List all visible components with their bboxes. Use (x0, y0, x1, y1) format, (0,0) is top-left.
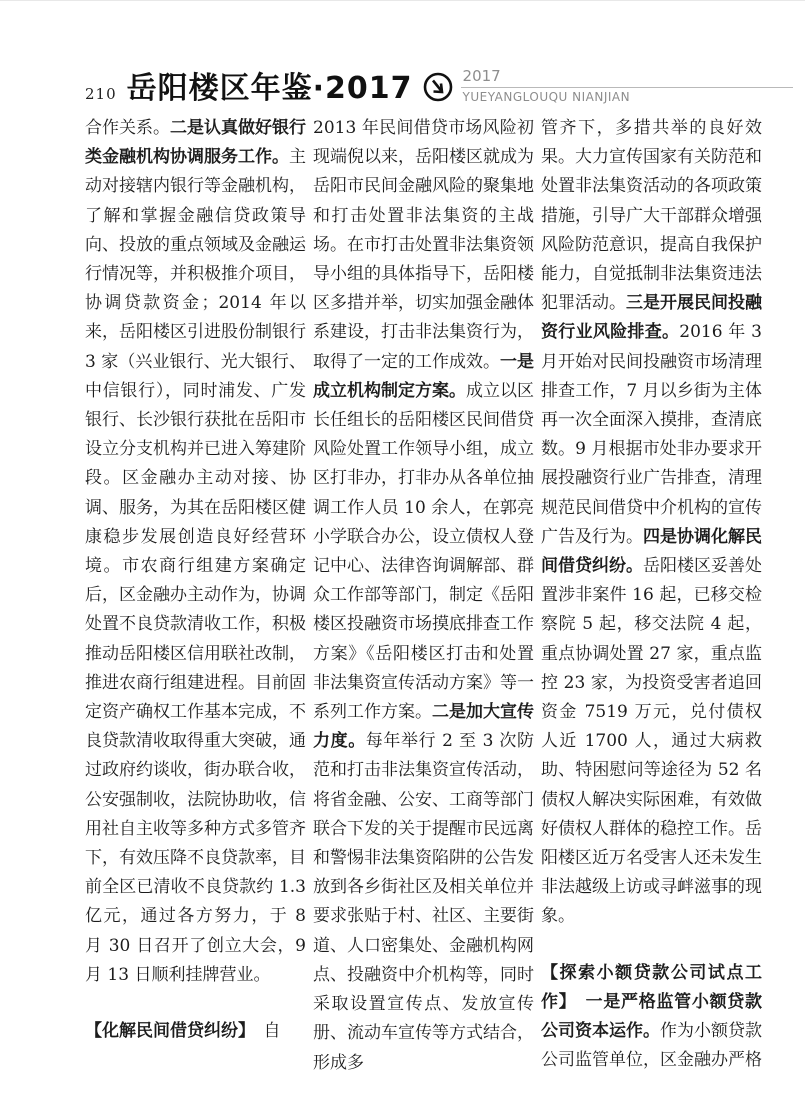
text-run: 作为小额贷款公司监管单位，区金融办严格 (541, 1021, 762, 1071)
header-pinyin-label: YUEYANGLOUQU NIANJIAN (462, 90, 631, 104)
bold-text-run: 二是认真做好银行类金融机构协调服务工作。 (85, 118, 306, 168)
text-run: 合作关系。 (85, 118, 170, 138)
column-2 (313, 114, 534, 1078)
entry-paragraph (85, 1017, 306, 1046)
text-run: 主动对接辖内银行等金融机构，了解和掌握金融信贷政策导向、投放的重点领域及金融运行情况等，并积极推介项目，协调贷款资金；2014 年以来，岳阳楼区引进股份制银行 3 家（兴业银行、光大银行、中信银行），同时浦发、广发银行、长沙银行获批在岳阳市设立分支机构并已进入筹建阶段。区金融办主动对接、协调、服务，为其在岳阳楼区健康稳步发展创造良好经营环境。市农商行组建方案确定后，区金融办主动作为，协调处置不良贷款清收工作，积极推动岳阳楼区信用联社改制，推进农商行组建进程。目前固定资产确权工作基本完成，不良贷款清收取得重大突破，通过政府约谈收，街办联合收，公安强制收，法院协助收，信用社自主收等多种方式多管齐下，有效压降不良贷款率，目前全区已清收不良贷款约 1.3 亿元，通过各方努力，于 8 月 30 日召开了创立大会，9 月 13 日顺利挂牌营业。 (85, 147, 306, 985)
text-run: 2013 年民间借贷市场风险初现端倪以来，岳阳楼区就成为岳阳市民间金融风险的聚集地和打击处置非法集资的主战场。在市打击处置非法集资领导小组的具体指导下，岳阳楼区多措并举，切实加强金融体系建设，打击非法集资行为，取得了一定的工作成效。 (313, 118, 534, 372)
bold-text-run: 【化解民间借贷纠纷】 (85, 1021, 247, 1042)
entry-paragraph (541, 959, 762, 1076)
page-title: 岳阳楼区年鉴·2017 (126, 71, 413, 106)
text-run: 自 (246, 1021, 281, 1042)
header-rule (461, 87, 793, 88)
bold-text-run: 一是成立机构制定方案。 (313, 351, 534, 401)
bold-text-run: 二是加大宣传力度。 (313, 702, 534, 752)
bold-text-run: 三是开展民间投融资行业风险排查。 (541, 293, 762, 343)
body-paragraph (541, 114, 762, 932)
text-run: 岳阳楼区妥善处置涉非案件 16 起，已移交检察院 5 起，移交法院 4 起，重点协调处置 27 家，重点监控 23 家，为投资受害者追回资金 7519 万元，兑付债权人近 1700 人，通过大病救助、特困慰问等途径为 52 名债权人解决实际困难，有效做好债权人群体的稳控工作。岳阳楼区近万名受害人还未发生非法越级上访或寻衅滋事的现象。 (541, 556, 762, 927)
column-1 (85, 114, 306, 1078)
bold-text-run: 一是严格监管小额贷款公司资本运作。 (541, 991, 763, 1042)
text-run (568, 992, 586, 1012)
bold-text-run: 【探索小额贷款公司试点工作】 (541, 962, 762, 1012)
page-header (85, 63, 793, 107)
header-year-label: 2017 (462, 67, 501, 85)
header-right-block (461, 68, 793, 104)
arrow-down-right-circle-icon (423, 72, 453, 102)
column-3 (541, 114, 762, 1078)
text-run: 管齐下，多措共举的良好效果。大力宣传国家有关防范和处置非法集资活动的各项政策措施，引导广大干部群众增强风险防范意识，提高自我保护能力，自觉抵制非法集资违法犯罪活动。 (541, 118, 762, 314)
page-number: 210 (85, 85, 117, 103)
body-paragraph (313, 114, 534, 1078)
bold-text-run: 四是协调化解民间借贷纠纷。 (541, 526, 762, 577)
text-run: 2016 年 3 月开始对民间投融资市场清理排查工作，7 月以乡街为主体再一次全面深入摸排，查清底数。9 月根据市处非办要求开展投融资行业广告排查，清理规范民间借贷中介机构的宣传广告及行为。 (541, 322, 763, 547)
text-run: 成立以区长任组长的岳阳楼区民间借贷风险处置工作领导小组，成立区打非办，打非办从各单位抽调工作人员 10 余人，在郭亮小学联合办公，设立债权人登记中心、法律咨询调解部、群众工作部等部门，制定《岳阳楼区投融资市场摸底排查工作方案》《岳阳楼区打击和处置非法集资宣传活动方案》等一系列工作方案。 (313, 380, 534, 723)
text-columns (85, 114, 763, 1078)
body-paragraph (85, 114, 306, 990)
text-run: 每年举行 2 至 3 次防范和打击非法集资宣传活动，将省金融、公安、工商等部门联合下发的关于提醒市民远离和警惕非法集资陷阱的公告发放到各乡街社区及相关单位并要求张贴于村、社区、主要街道、人口密集处、金融机构网点、投融资中介机构等，同时采取设置宣传点、发放宣传册、流动车宣传等方式结合，形成多 (313, 731, 535, 1073)
